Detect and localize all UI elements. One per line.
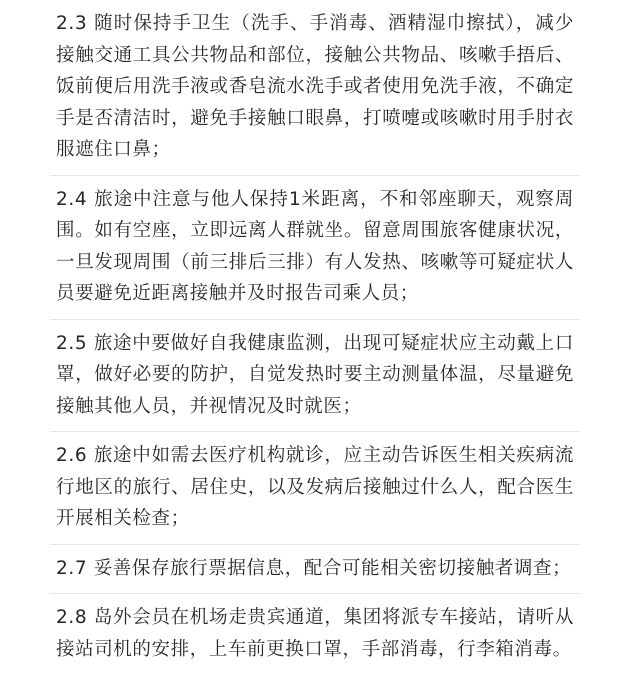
- paragraph-2-3: 2.3 随时保持手卫生（洗手、手消毒、酒精湿巾擦拭），减少接触交通工具公共物品和部位，接触公共物品、咳嗽手捂后、饭前便后用洗手液或香皂流水洗手或者使用免洗手液，不确定手是否清洁时，避免手接触口眼鼻，打喷嚏或咳嗽时用手肘衣服遮住口鼻；: [56, 13, 574, 160]
- paragraph-2-7: 2.7 妥善保存旅行票据信息，配合可能相关密切接触者调查；: [56, 557, 572, 579]
- paragraph-2-4: 2.4 旅途中注意与他人保持1米距离，不和邻座聊天，观察周围。如有空座，立即远离人群就坐。留意周围旅客健康状况，一旦发现周围（前三排后三排）有人发热、咳嗽等可疑症状人员要避免近距离接触并及时报告司乘人员；: [56, 188, 574, 304]
- paragraph-2-5: 2.5 旅途中要做好自我健康监测，出现可疑症状应主动戴上口罩，做好必要的防护，自觉发热时要主动测量体温，尽量避免接触其他人员，并视情况及时就医；: [56, 332, 574, 417]
- paragraph-divider: [50, 319, 580, 320]
- paragraph-divider: [50, 544, 580, 545]
- paragraph-divider: [50, 431, 580, 432]
- paragraph-2-6: 2.6 旅途中如需去医疗机构就诊，应主动告诉医生相关疾病流行地区的旅行、居住史，以及发病后接触过什么人，配合医生开展相关检查；: [56, 445, 574, 529]
- paragraph-divider: [50, 593, 580, 594]
- paragraph-2-8: 2.8 岛外会员在机场走贵宾通道，集团将派专车接站，请听从接站司机的安排，上车前更换口罩，手部消毒，行李箱消毒。: [56, 607, 574, 660]
- paragraph-divider: [50, 175, 580, 176]
